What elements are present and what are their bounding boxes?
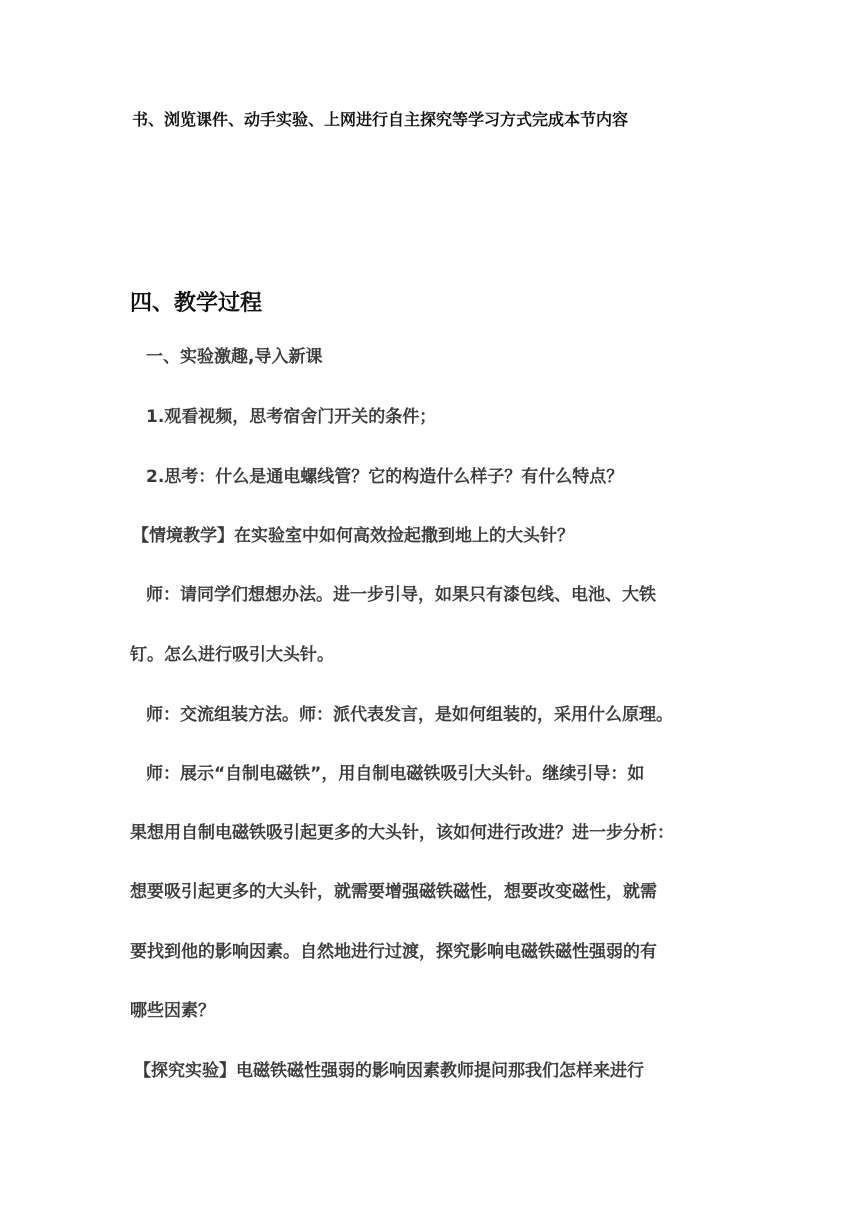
paragraph-line: 果想用自制电磁铁吸引起更多的大头针，该如何进行改进？进一步分析： [130,823,674,843]
paragraph-line: 2.思考：什么是通电螺线管？它的构造什么样子？有什么特点？ [146,467,624,487]
paragraph-line: 师：展示“自制电磁铁”，用自制电磁铁吸引大头针。继续引导：如 [146,764,645,784]
paragraph-line: 想要吸引起更多的大头针，就需要增强磁铁磁性，想要改变磁性，就需 [130,882,657,902]
paragraph-line: 师：交流组装方法。师：派代表发言，是如何组装的，采用什么原理。 [146,705,673,725]
paragraph-line: 师：请同学们想想办法。进一步引导，如果只有漆包线、电池、大铁 [146,585,656,605]
paragraph-line: 【情境教学】在实验室中如何高效捡起撒到地上的大头针？ [132,526,574,546]
paragraph-line: 哪些因素？ [130,1001,215,1021]
paragraph-line: 钉。怎么进行吸引大头针。 [130,645,334,665]
intro-text: 书、浏览课件、动手实验、上网进行自主探究等学习方式完成本节内容 [132,110,629,129]
paragraph-line: 1.观看视频，思考宿舍门开关的条件； [146,407,437,427]
paragraph-line: 要找到他的影响因素。自然地进行过渡，探究影响电磁铁磁性强弱的有 [130,942,657,962]
paragraph-line: 【探究实验】电磁铁磁性强弱的影响因素教师提问那我们怎样来进行 [134,1061,644,1081]
subsection-heading: 一、实验激趣,导入新课 [146,347,323,367]
section-heading: 四、教学过程 [130,291,263,316]
